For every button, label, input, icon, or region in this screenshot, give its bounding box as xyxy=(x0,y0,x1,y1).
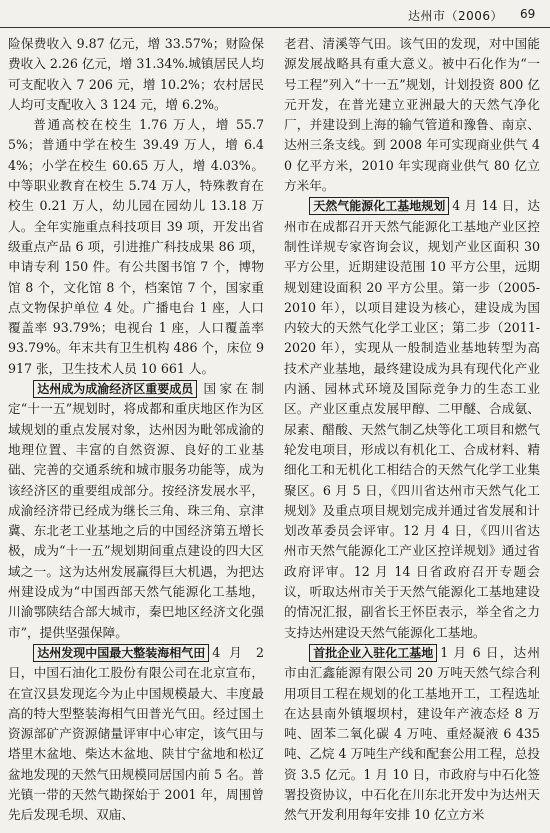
paragraph-text: 险保费收入 9.87 亿元，增 33.57%；财险保费收入 2.26 亿元，增 31.34%.城镇居民人均可支配收入 7 206 元，增 10.2%；农村居民人均可支配收入 3 124 元，增 6.2%。 xyxy=(8,36,264,112)
paragraph-text: 普通高校在校生 1.76 万人，增 55.75%；普通中学在校生 39.49 万人，增 6.44%；小学在校生 60.65 万人，增 4.03%。中等职业教育在校生 5.74 万人，特殊教育在校生 0.21 万人，幼儿园在园幼儿 13.18 万人。全年实施重点科技项目 39 项，开发出省级重点产品 6 项，引进推广科技成果 86 项，申请专利 150 件。有公共图书馆 7 个，博物馆 8 个，文化馆 8 个，档案馆 7 个，国家重点文物保护单位 4 处。广播电台 1 座，人口覆盖率 93.79%；电视台 1 座，人口覆盖率 93.79%。年末共有卫生机构 486 个，床位 9 917 张，卫生技术人员 10 661 人。 xyxy=(8,117,264,376)
right-column xyxy=(284,34,540,826)
paragraph xyxy=(284,643,540,826)
section-heading: 天然气能源化工基地规划 xyxy=(309,197,449,215)
paragraph xyxy=(8,34,264,115)
paragraph xyxy=(8,643,264,826)
paragraph xyxy=(284,196,540,643)
section-heading: 达州发现中国最大整装海相气田 xyxy=(33,644,209,662)
header-rule xyxy=(0,27,550,28)
paragraph-text: 老君、清溪等气田。该气田的发现，对中国能源发展战略具有重大意义。被中石化作为“一号工程”列入“十一五”规划，计划投资 800 亿元开发，在普光建立亚洲最大的天然气净化厂，并建设到上海的输气管道和豫鲁、南京、达州三条支线。到 2008 年可实现商业供气 40 亿平方米，2010 年实现商业供气 80 亿立方米年。 xyxy=(284,36,540,194)
paragraph-text: 国家在制定“十一五”规划时，将成都和重庆地区作为区域规划的重点发展对象，达州因为毗邻成渝的地理位置、丰富的自然资源、良好的工业基础、完善的交通系统和城市服务功能等，成为该经济区的重要组成部分。按经济发展水平，成渝经济带已经成为继长三角、珠三角、京津冀、东北老工业基地之后的中国经济第五增长极，成为“十一五”规划期间重点建设的四大区域之一。这为达州发展赢得巨大机遇，为把达州建设成为“中国西部天然气能源化工基地，川渝鄂陕结合部大城市，秦巴地区经济文化强市”，提供坚强保障。 xyxy=(8,381,264,640)
left-column xyxy=(8,34,264,826)
paragraph-text: 4 月 2 日，中国石油化工股份有限公司在北京宣布，在宣汉县发现迄今为止中国规模最大、丰度最高的特大型整装海相气田普光气田。经过国土资源部矿产资源储量评审中心审定，该气田与塔里木盆地、柴达木盆地、陕甘宁盆地和松辽盆地发现的天然气田规模同居国内前 5 名。普光镇一带的天然气勘探始于 2001 年，周围曾先后发现毛坝、双庙、 xyxy=(8,644,264,823)
paragraph xyxy=(8,379,264,643)
paragraph xyxy=(8,115,264,379)
section-heading: 首批企业入驻化工基地 xyxy=(309,644,437,662)
running-title: 达州市（2006） xyxy=(408,9,504,23)
paragraph-text: 4 月 14 日，达州市在成都召开天然气能源化工基地产业区控制性详规专家咨询会议，规划产业区面积 30 平方公里，近期建设范围 10 平方公里，远期规划建设面积 20 平方公里。第一步（2005-2010 年），以项目建设为核心，建设成为国内较大的天然气化学工业区；第二步（2011-2020 年），实现从一般制造业基地转型为高技术产业基地，最终建设成为具有现代化产业内涵、园林式环境及国际竞争力的生态工业区。产业区重点发展甲醇、二甲醚、合成氨、尿素、醋酸、天然气制乙炔等化工项目和燃气轮发电项目，形成以有机化工、合成材料、精细化工和无机化工相结合的天然气化学工业集聚区。6 月 5 日，《四川省达州市天然气化工规划》及重点项目规划完成并通过省发展和计划改革委员会评审。12 月 4 日，《四川省达州市天然气能源化工产业区控详规划》通过省政府评审。12 月 14 日省政府召开专题会议，听取达州市关于天然气能源化工基地建设的情况汇报，副省长王怀臣表示，举全省之力支持达州建设天然气能源化工基地。 xyxy=(284,198,540,640)
paragraph xyxy=(284,34,540,196)
page-header xyxy=(0,0,550,28)
section-heading: 达州成为成渝经济区重要成员 xyxy=(33,380,197,398)
page-number: 69 xyxy=(520,7,536,21)
paragraph-text: 1 月 6 日，达州市由汇鑫能源有限公司 20 万吨天然气综合利用项目工程在规划的化工基地开工，工程选址在达县南外镇堰坝村，建设年产液态烃 8 万吨、固苯二氧化碳 4 万吨、重烃凝液 6 435 吨、乙烷 4 万吨生产线和配套公用工程，总投资 3.5 亿元。1 月 10 日，市政府与中石化签署投资协议，中石化在川东北开发中为达州天然气开发利用每年安排 10 亿立方米 xyxy=(284,644,540,823)
